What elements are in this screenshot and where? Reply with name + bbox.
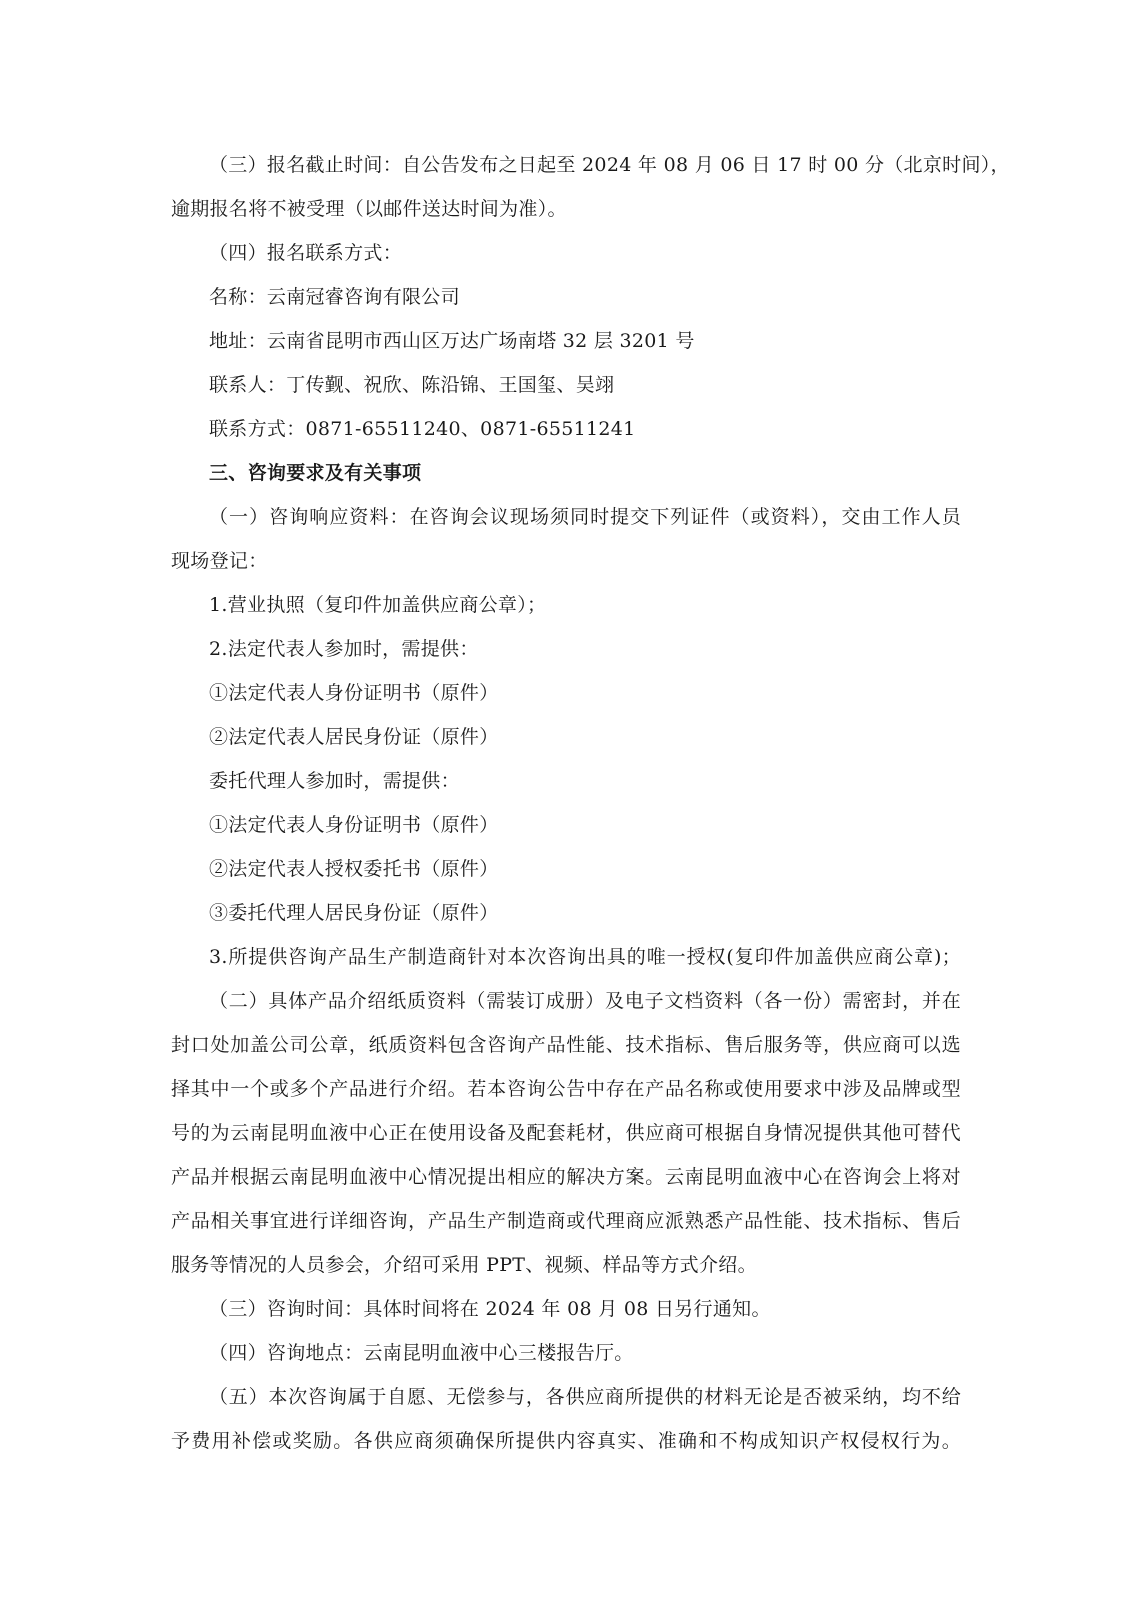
paragraph-line: （四）报名联系方式： — [209, 242, 403, 264]
list-item: ②法定代表人居民身份证（原件） — [209, 726, 499, 748]
list-item: ③委托代理人居民身份证（原件） — [209, 902, 499, 924]
list-item: ①法定代表人身份证明书（原件） — [209, 682, 499, 704]
paragraph-line: 逾期报名将不被受理（以邮件送达时间为准）。 — [171, 198, 567, 220]
section-heading: 三、咨询要求及有关事项 — [209, 462, 422, 484]
paragraph-line: 名称：云南冠睿咨询有限公司 — [209, 286, 460, 308]
paragraph-line: 服务等情况的人员参会，介绍可采用 PPT、视频、样品等方式介绍。 — [171, 1254, 757, 1276]
document-body — [171, 143, 1010, 1463]
paragraph-line: 现场登记： — [171, 550, 268, 572]
paragraph-line: 择其中一个或多个产品进行介绍。若本咨询公告中存在产品名称或使用要求中涉及品牌或型 — [171, 1078, 961, 1100]
list-item: 3.所提供咨询产品生产制造商针对本次咨询出具的唯一授权(复印件加盖供应商公章)； — [209, 946, 961, 968]
paragraph-line: （三）报名截止时间：自公告发布之日起至 2024 年 08 月 06 日 17 时 00 分（北京时间）， — [209, 154, 1010, 176]
paragraph-line: 产品并根据云南昆明血液中心情况提出相应的解决方案。云南昆明血液中心在咨询会上将对 — [171, 1166, 961, 1188]
paragraph-line: 予费用补偿或奖励。各供应商须确保所提供内容真实、准确和不构成知识产权侵权行为。 — [171, 1430, 961, 1452]
paragraph-line: （二）具体产品介绍纸质资料（需装订成册）及电子文档资料（各一份）需密封，并在 — [209, 990, 961, 1012]
list-item: 2.法定代表人参加时，需提供： — [209, 638, 479, 660]
list-item: 委托代理人参加时，需提供： — [209, 770, 460, 792]
paragraph-line: （一）咨询响应资料：在咨询会议现场须同时提交下列证件（或资料），交由工作人员 — [209, 506, 961, 528]
paragraph-line: 联系方式：0871-65511240、0871-65511241 — [209, 418, 636, 440]
paragraph-line: 封口处加盖公司公章，纸质资料包含咨询产品性能、技术指标、售后服务等，供应商可以选 — [171, 1034, 961, 1056]
paragraph-line: 产品相关事宜进行详细咨询，产品生产制造商或代理商应派熟悉产品性能、技术指标、售后 — [171, 1210, 961, 1232]
paragraph-line: 联系人：丁传觐、祝欣、陈沿锦、王国玺、吴翊 — [209, 374, 615, 396]
paragraph-line: 地址：云南省昆明市西山区万达广场南塔 32 层 3201 号 — [209, 330, 695, 352]
paragraph-line: （四）咨询地点：云南昆明血液中心三楼报告厅。 — [209, 1342, 634, 1364]
list-item: 1.营业执照（复印件加盖供应商公章）； — [209, 594, 547, 616]
paragraph-line: 号的为云南昆明血液中心正在使用设备及配套耗材，供应商可根据自身情况提供其他可替代 — [171, 1122, 961, 1144]
list-item: ②法定代表人授权委托书（原件） — [209, 858, 499, 880]
paragraph-line: （五）本次咨询属于自愿、无偿参与，各供应商所提供的材料无论是否被采纳，均不给 — [209, 1386, 961, 1408]
paragraph-line: （三）咨询时间：具体时间将在 2024 年 08 月 08 日另行通知。 — [209, 1298, 771, 1320]
list-item: ①法定代表人身份证明书（原件） — [209, 814, 499, 836]
